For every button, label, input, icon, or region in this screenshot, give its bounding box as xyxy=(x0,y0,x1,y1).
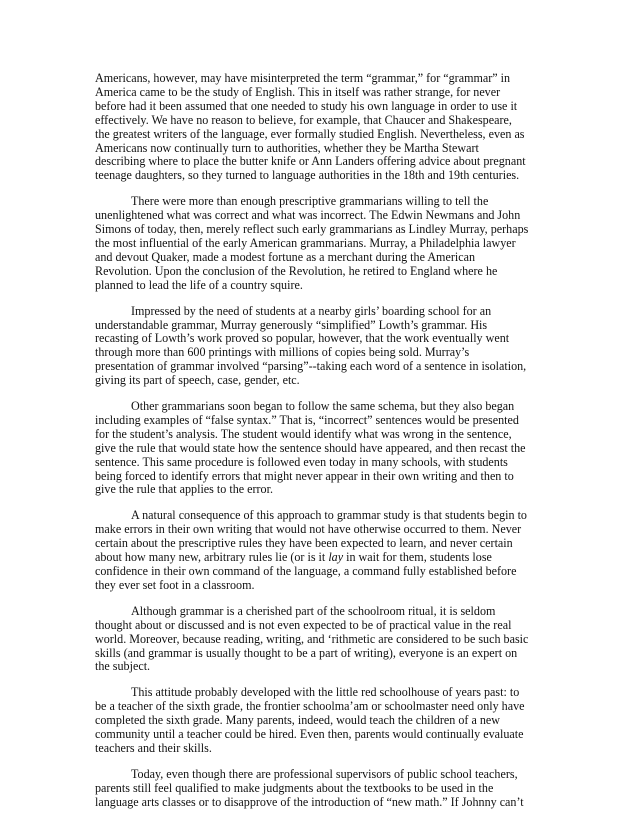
text-line: before had it been assumed that one needed to study his own language in order to use it xyxy=(95,98,518,113)
text-line: Americans, however, may have misinterpreted the term “grammar,” for “grammar” in xyxy=(95,71,511,85)
text-line: they ever set foot in a classroom. xyxy=(95,577,255,592)
italic-word: lay xyxy=(328,550,344,565)
text-line: make errors in their own writing that would not have otherwise occurred to them. Never xyxy=(95,522,522,537)
text-line: effectively. We have no reason to believe, for example, that Chaucer and Shakespeare, xyxy=(95,112,512,127)
document-body xyxy=(95,72,545,822)
paragraph xyxy=(95,605,545,675)
text-line: A natural consequence of this approach to grammar study is that students begin to xyxy=(131,508,527,523)
text-line: give the rule that applies to the error. xyxy=(95,482,273,497)
paragraph xyxy=(95,768,545,810)
text-line: including examples of “false syntax.” That is, “incorrect” sentences would be presented xyxy=(95,412,519,427)
text-line: parents still feel qualified to make judgments about the textbooks to be used in the xyxy=(95,780,494,795)
text-line: understandable grammar, Murray generously “simplified” Lowth’s grammar. His xyxy=(95,317,488,332)
text-line: Other grammarians soon began to follow the same schema, but they also began xyxy=(131,399,515,414)
paragraph xyxy=(95,72,545,183)
text-line: Simons of today, then, merely reflect such early grammarians as Lindley Murray, perhaps xyxy=(95,222,529,237)
text-line: There were more than enough prescriptive grammarians willing to tell the xyxy=(131,194,489,209)
text-line: sentence. This same procedure is followed even today in many schools, with students xyxy=(95,454,508,469)
paragraph xyxy=(95,686,545,756)
text-line: planned to lead the life of a country squire. xyxy=(95,277,303,292)
paragraph xyxy=(95,195,545,292)
text-line: language arts classes or to disapprove of the introduction of “new math.” If Johnny can’t xyxy=(95,794,524,809)
text-line: Americans now continually turn to authorities, whether they be Martha Stewart xyxy=(95,140,479,155)
text-line: teachers and their skills. xyxy=(95,740,212,755)
text-line: teenage daughters, so they turned to language authorities in the 18th and 19th centuries. xyxy=(95,168,520,183)
text-line: Impressed by the need of students at a nearby girls’ boarding school for an xyxy=(131,303,492,318)
text-line: the most influential of the early American grammarians. Murray, a Philadelphia lawyer xyxy=(95,235,516,250)
paragraph xyxy=(95,509,545,592)
text-line: completed the sixth grade. Many parents, indeed, would teach the children of a new xyxy=(95,713,501,728)
text-line: Today, even though there are professional supervisors of public school teachers, xyxy=(131,766,518,781)
text-line: America came to be the study of English. This in itself was rather strange, for never xyxy=(95,84,501,99)
paragraph xyxy=(95,400,545,497)
text-line: recasting of Lowth’s work proved so popular, however, that the work eventually went xyxy=(95,331,510,346)
text-line: skills (and grammar is usually thought to be a part of writing), everyone is an expert on xyxy=(95,645,518,660)
text-line: for the student’s analysis. The student would identify what was wrong in the sentence, xyxy=(95,426,512,441)
text-line-with-italic: about how many new, arbitrary rules lie (or is it lay in wait for them, students lose xyxy=(95,550,492,565)
text-line: This attitude probably developed with the little red schoolhouse of years past: to xyxy=(131,685,520,700)
text-line: Although grammar is a cherished part of the schoolroom ritual, it is seldom xyxy=(131,603,496,618)
text-line: describing where to place the butter knife or Ann Landers offering advice about pregnant xyxy=(95,154,526,169)
text-line: Revolution. Upon the conclusion of the Revolution, he retired to England where he xyxy=(95,263,498,278)
text-line: presentation of grammar involved “parsing”--taking each word of a sentence in isolation, xyxy=(95,359,527,374)
text-line: through more than 600 printings with millions of copies being sold. Murray’s xyxy=(95,345,470,360)
paragraph xyxy=(95,305,545,388)
text-line: certain about the prescriptive rules they have been expected to learn, and never certain xyxy=(95,536,513,551)
text-line: thought about or discussed and is not even expected to be of practical value in the real xyxy=(95,617,512,632)
text-line: be a teacher of the sixth grade, the frontier schoolma’am or schoolmaster need only have xyxy=(95,699,525,714)
text-line: and devout Quaker, made a modest fortune as a merchant during the American xyxy=(95,249,475,264)
text-line: unenlightened what was correct and what was incorrect. The Edwin Newmans and John xyxy=(95,208,521,223)
text-line: community until a teacher could be hired. Even then, parents would continually evaluate xyxy=(95,727,524,742)
text-line: the greatest writers of the language, ever formally studied English. Nevertheless, even as xyxy=(95,126,525,141)
text-line: give the rule that would state how the sentence should have appeared, and then recast the xyxy=(95,440,526,455)
text-line: giving its part of speech, case, gender, etc. xyxy=(95,373,300,388)
text-line: confidence in their own command of the language, a command fully established before xyxy=(95,564,517,578)
text-line: being forced to identify errors that might never appear in their own writing and then to xyxy=(95,468,514,483)
text-line: world. Moreover, because reading, writing, and ‘rithmetic are considered to be such basic xyxy=(95,631,529,646)
text-line: the subject. xyxy=(95,659,151,674)
